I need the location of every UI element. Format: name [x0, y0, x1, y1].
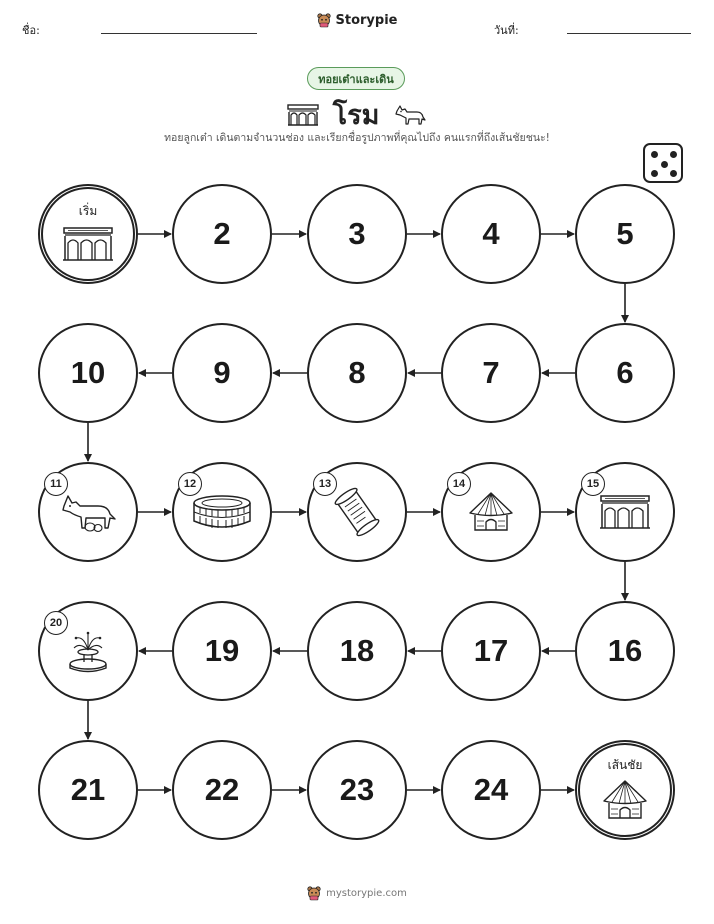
- storypie-mascot-icon: [307, 886, 321, 901]
- board-cell-4: [441, 184, 541, 284]
- board-cell-14: [441, 462, 541, 562]
- cell-number: 7: [482, 355, 500, 390]
- board-cell-24: [441, 740, 541, 840]
- cell-number-badge: 14: [447, 472, 471, 496]
- board-cell-19: [172, 601, 272, 701]
- aqueduct-icon: [599, 493, 651, 535]
- cell-number: 6: [616, 355, 634, 390]
- hut-icon: [600, 779, 650, 825]
- name-label: ชื่อ:: [22, 24, 40, 37]
- hut-icon: [466, 491, 516, 537]
- start-label: เริ่ม: [78, 203, 98, 218]
- cell-number: 4: [482, 216, 500, 251]
- wolf-icon: [58, 490, 118, 538]
- footer: [0, 886, 714, 901]
- board-cell-23: [307, 740, 407, 840]
- footer-url[interactable]: mystorypie.com: [326, 888, 407, 899]
- cell-number: 10: [70, 355, 106, 390]
- cell-number: 23: [339, 772, 375, 807]
- board-cell-22: [172, 740, 272, 840]
- date-label: วันที่:: [494, 24, 519, 37]
- cell-number: 17: [473, 633, 509, 668]
- game-type-tag: ทอยเต๋าและเดิน: [307, 67, 405, 90]
- board-cell-2: [172, 184, 272, 284]
- board-cell-9: [172, 323, 272, 423]
- aqueduct-icon: [62, 225, 114, 267]
- scroll-icon: [333, 487, 381, 541]
- cell-number: 2: [213, 216, 231, 251]
- cell-number-badge: 15: [581, 472, 605, 496]
- board-cell-7: [441, 323, 541, 423]
- cell-number: 3: [348, 216, 366, 251]
- board-cell-10: [38, 323, 138, 423]
- start-cell: [38, 184, 138, 284]
- cell-number-badge: 13: [313, 472, 337, 496]
- board-cell-6: [575, 323, 675, 423]
- board-cell-20: [38, 601, 138, 701]
- board-cell-8: [307, 323, 407, 423]
- finish-label: เส้นชัย: [607, 757, 643, 772]
- board-cell-18: [307, 601, 407, 701]
- cell-number-badge: 20: [44, 611, 68, 635]
- board-cell-11: [38, 462, 138, 562]
- brand-name: Storypie: [335, 13, 398, 28]
- board-cell-13: [307, 462, 407, 562]
- colosseum-icon: [191, 493, 253, 535]
- board-cell-15: [575, 462, 675, 562]
- cell-number: 18: [339, 633, 375, 668]
- instructions: ทอยลูกเต๋า เดินตามจำนวนช่อง และเรียกชื่อรูปภาพที่คุณไปถึง คนแรกที่ถึงเส้นชัยชนะ!: [164, 132, 550, 144]
- cell-number: 22: [204, 772, 240, 807]
- cell-number: 19: [204, 633, 240, 668]
- page-title: โรม: [332, 100, 380, 131]
- finish-cell: [575, 740, 675, 840]
- board-cell-3: [307, 184, 407, 284]
- board-cell-17: [441, 601, 541, 701]
- cell-number-badge: 11: [44, 472, 68, 496]
- cell-number: 8: [348, 355, 366, 390]
- cell-number: 5: [616, 216, 634, 251]
- cell-number-badge: 12: [178, 472, 202, 496]
- cell-number: 24: [473, 772, 509, 807]
- cell-number: 16: [607, 633, 643, 668]
- cell-number: 21: [70, 772, 106, 807]
- board-cell-16: [575, 601, 675, 701]
- board-cell-5: [575, 184, 675, 284]
- fountain-icon: [66, 628, 110, 678]
- board-cell-21: [38, 740, 138, 840]
- board-cell-12: [172, 462, 272, 562]
- cell-number: 9: [213, 355, 231, 390]
